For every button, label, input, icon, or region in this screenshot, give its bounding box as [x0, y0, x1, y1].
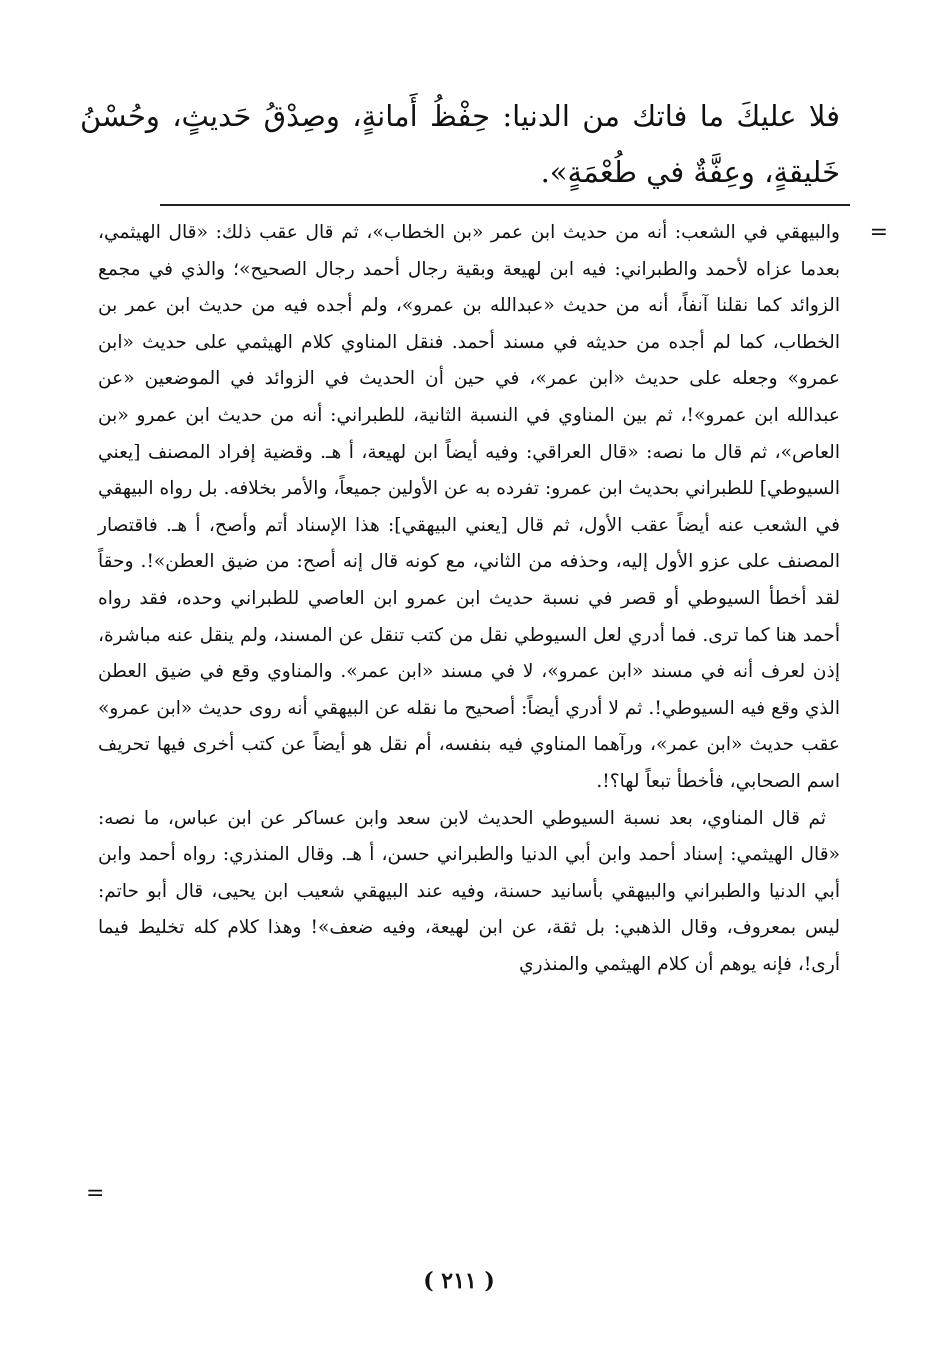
footnote-separator-line — [160, 204, 850, 206]
footnote-continuation-mark-top: = — [869, 220, 888, 245]
footnote-paragraph-1: والبيهقي في الشعب: أنه من حديث ابن عمر «بن الخطاب»، ثم قال عقب ذلك: «قال الهيثمي، بعدما عزاه لأحمد والطبراني: فيه ابن لهيعة وبقية رجال أحمد رجال الصحيح»؛ والذي في مجمع الزوائد كما نقلنا آنفاً، أنه من حديث «عبدالله بن عمرو»، ولم أجده فيه من حديث ابن عمر بن الخطاب، كما لم أجده من حديثه في مسند أحمد. فنقل المناوي كلام الهيثمي على حديث «ابن عمرو» وجعله على حديث «ابن عمر»، في حين أن الحديث في الزوائد في الموضعين «عن عبدالله ابن عمرو»!، ثم بين المناوي في النسبة الثانية، للطبراني: أنه من حديث ابن عمرو «بن العاص»، ثم قال ما نصه: «قال العراقي: وفيه أيضاً ابن لهيعة، أ هـ. وقضية إفراد المصنف [يعني السيوطي] للطبراني بحديث ابن عمرو: تفرده به عن الأولين جميعاً، والأمر بخلافه. بل رواه البيهقي في الشعب عنه أيضاً عقب الأول، ثم قال [يعني البيهقي]: هذا الإسناد أتم وأصح، أ هـ. فاقتصار المصنف على عزو الأول إليه، وحذفه من الثاني، مع كونه قال إنه أصح: من ضيق العطن»!. وحقاً لقد أخطأ السيوطي أو قصر في نسبة حديث ابن عمرو ابن العاصي للطبراني وحده، فقد رواه أحمد هنا كما ترى. فما أدري لعل السيوطي نقل من كتب تنقل عن المسند، ولم ينقل عنه مباشرة، إذن لعرف أنه في مسند «ابن عمرو»، لا في مسند «ابن عمر». والمناوي وقع في ضيق العطن الذي وقع فيه السيوطي!. ثم لا أدري أيضاً: أصحيح ما نقله عن البيهقي أنه روى حديث «ابن عمرو» عقب حديث «ابن عمر»، ورآهما المناوي فيه بنفسه، أم نقل هو أيضاً عن كتب أخرى فيها تحريف اسم الصحابي، فأخطأ تبعاً لها؟!. — [98, 222, 840, 792]
main-paragraph: فلا عليكَ ما فاتك من الدنيا: حِفْظُ أَمانةٍ، وصِدْقُ حَديثٍ، وحُسْنُ خَليقةٍ، وعِفَّةٌ في طُعْمَةٍ». — [80, 99, 840, 189]
footnote-continuation-mark-bottom: = — [86, 1181, 105, 1206]
footnote-block — [98, 215, 840, 983]
page-number: ( ٢١١ ) — [423, 1268, 495, 1294]
footnote-paragraph-2: ثم قال المناوي، بعد نسبة السيوطي الحديث لابن سعد وابن عساكر عن ابن عباس، ما نصه: «قال الهيثمي: إسناد أحمد وابن أبي الدنيا والطبراني حسن، أ هـ. وقال المنذري: رواه أحمد وابن أبي الدنيا والطبراني والبيهقي بأسانيد حسنة، وفيه عند البيهقي شعيب ابن يحيى، قال أبو حاتم: ليس بمعروف، وقال الذهبي: بل ثقة، عن ابن لهيعة، وفيه ضعف»! وهذا كلام كله تخليط فيما أرى!، فإنه يوهم أن كلام الهيثمي والمنذري — [98, 807, 840, 975]
main-text-block — [80, 88, 840, 200]
